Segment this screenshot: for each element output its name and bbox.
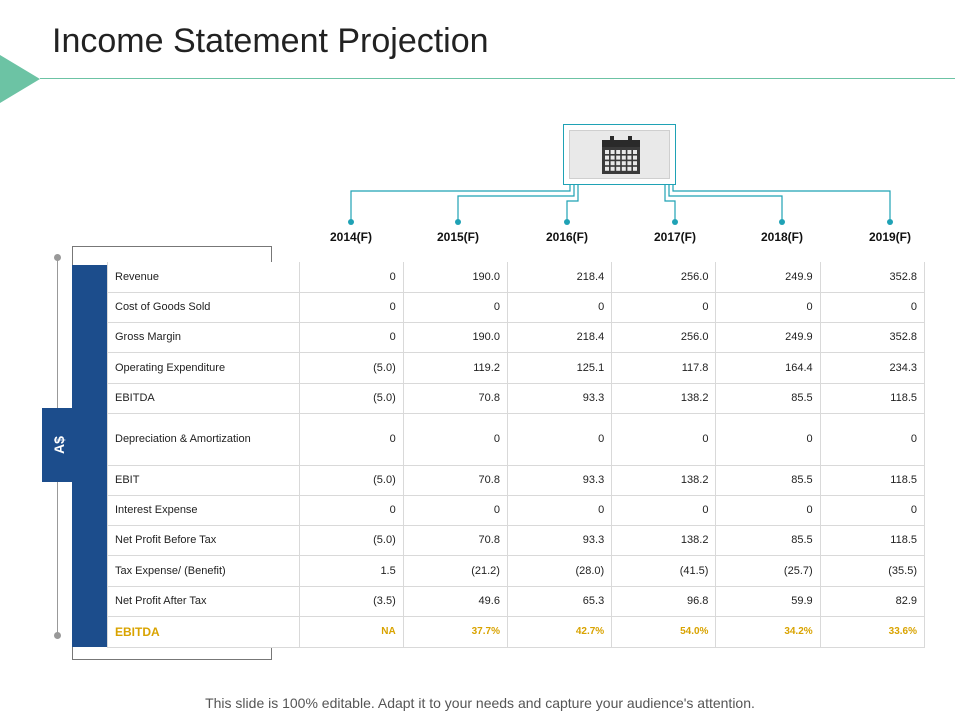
table-row: [108, 586, 925, 616]
row-label: Interest Expense: [108, 495, 300, 525]
year-connector: [458, 184, 574, 222]
row-value: 0: [299, 413, 403, 465]
row-value: 85.5: [716, 383, 820, 413]
row-value: 0: [403, 292, 507, 322]
row-value: NA: [299, 616, 403, 647]
row-value: 65.3: [507, 586, 611, 616]
row-value: 42.7%: [507, 616, 611, 647]
table-row: [108, 413, 925, 465]
currency-label: A$: [51, 436, 67, 454]
footer-note: This slide is 100% editable. Adapt it to your needs and capture your audience's attention.: [205, 695, 755, 711]
row-value: 218.4: [507, 262, 611, 292]
row-value: 54.0%: [612, 616, 716, 647]
row-value: 1.5: [299, 555, 403, 586]
year-connector: [567, 184, 578, 222]
row-value: (5.0): [299, 465, 403, 495]
row-value: 218.4: [507, 322, 611, 352]
row-value: (5.0): [299, 352, 403, 383]
row-value: 0: [403, 495, 507, 525]
row-label: Net Profit Before Tax: [108, 525, 300, 555]
row-value: 190.0: [403, 262, 507, 292]
row-value: 234.3: [820, 352, 924, 383]
table-row: [108, 555, 925, 586]
row-value: 96.8: [612, 586, 716, 616]
row-value: 190.0: [403, 322, 507, 352]
row-value: 118.5: [820, 383, 924, 413]
row-value: (3.5): [299, 586, 403, 616]
row-value: (21.2): [403, 555, 507, 586]
year-header: 2014(F): [329, 230, 373, 244]
row-value: 0: [299, 292, 403, 322]
row-label: Tax Expense/ (Benefit): [108, 555, 300, 586]
table-row: [108, 352, 925, 383]
row-value: 70.8: [403, 525, 507, 555]
row-label: Cost of Goods Sold: [108, 292, 300, 322]
row-label: Operating Expenditure: [108, 352, 300, 383]
row-value: 117.8: [612, 352, 716, 383]
row-value: 59.9: [716, 586, 820, 616]
year-connector-lines: [0, 0, 960, 240]
row-value: 34.2%: [716, 616, 820, 647]
table-row: [108, 292, 925, 322]
currency-tab: [42, 408, 76, 482]
row-value: 70.8: [403, 465, 507, 495]
row-label: Revenue: [108, 262, 300, 292]
row-value: 85.5: [716, 525, 820, 555]
year-header: 2016(F): [545, 230, 589, 244]
row-value: 0: [820, 292, 924, 322]
row-value: 82.9: [820, 586, 924, 616]
row-value: 164.4: [716, 352, 820, 383]
row-value: 138.2: [612, 383, 716, 413]
row-value: 93.3: [507, 525, 611, 555]
row-value: 0: [716, 413, 820, 465]
row-value: 249.9: [716, 322, 820, 352]
year-connector-dot: [348, 219, 354, 225]
row-value: 256.0: [612, 262, 716, 292]
row-label: Gross Margin: [108, 322, 300, 352]
row-accent-bar: [72, 265, 107, 647]
year-connector-dot: [672, 219, 678, 225]
row-label: Net Profit After Tax: [108, 586, 300, 616]
year-connector-dot: [779, 219, 785, 225]
row-value: (35.5): [820, 555, 924, 586]
table-row: [108, 262, 925, 292]
year-connector-dot: [564, 219, 570, 225]
row-value: 125.1: [507, 352, 611, 383]
row-value: 0: [299, 495, 403, 525]
row-value: 0: [820, 413, 924, 465]
income-statement-table: [107, 262, 925, 648]
row-value: (5.0): [299, 525, 403, 555]
row-value: 0: [507, 292, 611, 322]
year-header: 2017(F): [653, 230, 697, 244]
row-value: 118.5: [820, 525, 924, 555]
table-row: [108, 465, 925, 495]
row-value: 70.8: [403, 383, 507, 413]
row-label: EBIT: [108, 465, 300, 495]
row-value: 118.5: [820, 465, 924, 495]
year-header: 2015(F): [436, 230, 480, 244]
row-value: 0: [507, 495, 611, 525]
year-header: 2018(F): [760, 230, 804, 244]
page-title: Income Statement Projection: [52, 22, 489, 60]
row-value: 49.6: [403, 586, 507, 616]
row-label: Depreciation & Amortization: [108, 413, 300, 465]
side-line-top-dot: [54, 254, 61, 261]
row-label: EBITDA: [108, 616, 300, 647]
row-value: 352.8: [820, 262, 924, 292]
row-value: 85.5: [716, 465, 820, 495]
side-line-bottom-dot: [54, 632, 61, 639]
row-value: 37.7%: [403, 616, 507, 647]
row-value: 0: [716, 495, 820, 525]
row-value: 0: [403, 413, 507, 465]
row-value: 138.2: [612, 525, 716, 555]
table-row: [108, 322, 925, 352]
year-connector: [669, 184, 782, 222]
year-connector-dot: [887, 219, 893, 225]
table-row: [108, 525, 925, 555]
table-row: [108, 495, 925, 525]
row-value: 0: [820, 495, 924, 525]
row-value: 0: [507, 413, 611, 465]
table-row: [108, 616, 925, 647]
row-value: 352.8: [820, 322, 924, 352]
row-value: 0: [612, 495, 716, 525]
row-value: 33.6%: [820, 616, 924, 647]
row-value: (41.5): [612, 555, 716, 586]
row-value: (25.7): [716, 555, 820, 586]
row-value: (28.0): [507, 555, 611, 586]
row-value: 256.0: [612, 322, 716, 352]
row-value: 119.2: [403, 352, 507, 383]
table-row: [108, 383, 925, 413]
row-value: 93.3: [507, 465, 611, 495]
row-value: 93.3: [507, 383, 611, 413]
year-header: 2019(F): [868, 230, 912, 244]
row-value: 0: [716, 292, 820, 322]
row-value: 0: [299, 262, 403, 292]
row-label: EBITDA: [108, 383, 300, 413]
row-value: (5.0): [299, 383, 403, 413]
row-value: 0: [612, 413, 716, 465]
row-value: 0: [299, 322, 403, 352]
row-value: 0: [612, 292, 716, 322]
row-value: 249.9: [716, 262, 820, 292]
year-connector-dot: [455, 219, 461, 225]
year-connector: [351, 184, 570, 222]
row-value: 138.2: [612, 465, 716, 495]
